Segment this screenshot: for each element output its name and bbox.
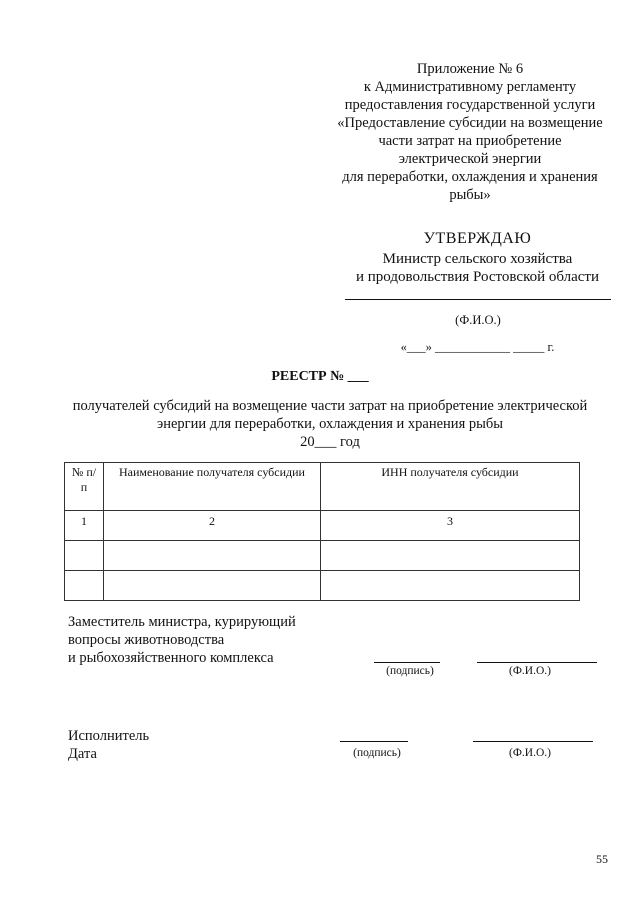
appendix-line: к Административному регламенту (363, 79, 577, 95)
approval-date-template: «___» ____________ _____ г. (400, 340, 555, 354)
table-header-row (65, 463, 580, 511)
deputy-label-line: и рыбохозяйственного комплекса (68, 650, 274, 666)
col-header-number: № п/п (65, 463, 104, 511)
approval-block (340, 230, 615, 286)
appendix-line: электрической энергии (398, 151, 542, 167)
table-cell (321, 571, 580, 601)
deputy-fio-line (477, 662, 597, 663)
table-row (65, 571, 580, 601)
table-cell (104, 541, 321, 571)
executor-fio-caption: (Ф.И.О.) (509, 747, 551, 759)
appendix-line: Приложение № 6 (416, 61, 524, 77)
table-number-row (65, 511, 580, 541)
executor-signature-line (340, 741, 408, 742)
deputy-signature-line (374, 662, 440, 663)
approval-position-line1: Министр сельского хозяйства (382, 251, 573, 267)
col-header-recipient-name: Наименование получателя субсидии (104, 463, 321, 511)
appendix-line: части затрат на приобретение (378, 133, 562, 149)
appendix-line: рыбы» (449, 187, 491, 203)
appendix-header (320, 60, 620, 204)
table-cell (321, 541, 580, 571)
table-cell (104, 571, 321, 601)
approval-signature-line (345, 299, 611, 300)
appendix-line: «Предоставление субсидии на возмещение (337, 115, 603, 131)
register-description (60, 397, 600, 451)
register-table (64, 462, 580, 601)
appendix-line: для переработки, охлаждения и хранения (342, 169, 598, 185)
register-desc-line: энергии для переработки, охлаждения и хранения рыбы (157, 416, 503, 432)
approval-title: УТВЕРЖДАЮ (423, 230, 532, 247)
page-number: 55 (596, 852, 608, 866)
deputy-signature-caption: (подпись) (386, 665, 434, 677)
approval-fio-caption: (Ф.И.О.) (455, 313, 501, 327)
table-cell: 2 (104, 511, 321, 541)
appendix-line: предоставления государственной услуги (344, 97, 596, 113)
deputy-label-line: вопросы животноводства (68, 632, 225, 648)
register-desc-line: получателей субсидий на возмещение части затрат на приобретение электрической (72, 398, 588, 414)
executor-signature-caption: (подпись) (353, 747, 401, 759)
deputy-label-line: Заместитель министра, курирующий (68, 614, 296, 630)
executor-fio-line (473, 741, 593, 742)
table-cell (65, 541, 104, 571)
approval-position-line2: и продовольствия Ростовской области (355, 269, 600, 285)
deputy-fio-caption: (Ф.И.О.) (509, 665, 551, 677)
table-cell (65, 571, 104, 601)
register-title: РЕЕСТР № ___ (271, 369, 369, 384)
deputy-signature-label (68, 613, 296, 667)
table-cell: 3 (321, 511, 580, 541)
table-cell: 1 (65, 511, 104, 541)
table-row (65, 541, 580, 571)
col-header-inn: ИНН получателя субсидии (321, 463, 580, 511)
date-label: Дата (68, 746, 97, 762)
register-year: 20___ год (300, 434, 360, 450)
executor-label: Исполнитель (68, 728, 150, 744)
